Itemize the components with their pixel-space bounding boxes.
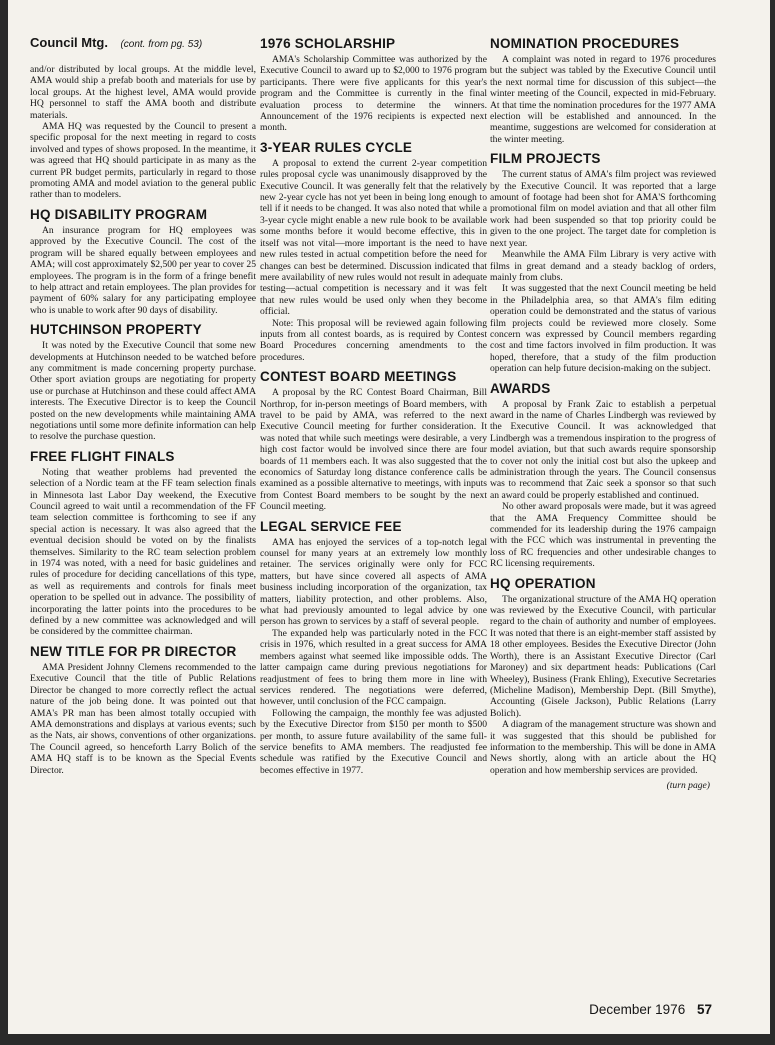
column-2 — [260, 30, 487, 776]
continuation-note: (cont. from pg. 53) — [120, 39, 203, 50]
paragraph: Noting that weather problems had prevented the selection of a Nordic team at the FF team selection finals in Minnesota last Labor Day weekend, the Executive Council agreed to wait until a recommendation of the FF team selection committee is forthcoming to see if any special action is necessary. It was also agreed that the eventual decision should be voted on by the finalists themselves. Similarity to the RC team selection problem in 1974 was noted, with a need for basic guidelines and rules of procedure for deciding cancellations of this type, as well as requirements and controls for finals meet operation to be spelled out in advance. The possibility of incorporating the latter points into the procedures to be defined by a new committee was acknowledged and will be considered by the committee chairman. — [30, 466, 256, 638]
page-number: 57 — [696, 1002, 712, 1017]
paragraph: AMA President Johnny Clemens recommended to the Executive Council that the title of Public Relations Director be changed to more correctly reflect the actual nature of the job being done. It was pointed out that AMA's PR man has been almost totally occupied with AMA demonstrations and displays at various events; such as the Nats, air shows, conventions of other organizations. The Council agreed, so henceforth Larry Bolich of the AMA HQ staff is to be known as the Special Events Director. — [30, 661, 256, 776]
heading-scholarship: 1976 SCHOLARSHIP — [260, 36, 396, 51]
page-footer — [589, 1002, 712, 1017]
heading-nomination: NOMINATION PROCEDURES — [490, 36, 680, 51]
column-1 — [30, 30, 256, 776]
heading-rules-cycle: 3-YEAR RULES CYCLE — [260, 139, 413, 155]
paragraph: Meanwhile the AMA Film Library is very active with films in great demand and a steady backlog of orders, mainly from clubs. — [490, 249, 716, 283]
heading-hq-disability: HQ DISABILITY PROGRAM — [30, 206, 208, 222]
paragraph: and/or distributed by local groups. At the middle level, AMA would ship a prefab booth and materials for use by local groups. At the highest level, AMA would provide HQ personnel to staff the AMA booth and distribute materials. — [30, 64, 256, 121]
paragraph: The expanded help was particularly noted in the FCC crisis in 1976, which resulted in a great success for AMA members against what seemed like impossible odds. The latter campaign came during previous negotiations for readjustment of fees to bring them more in line with services rendered. The negotiations were deferred, however, until conclusion of the FCC campaign. — [260, 627, 487, 708]
issue-date: December 1976 — [589, 1002, 686, 1017]
paragraph: A proposal by Frank Zaic to establish a perpetual award in the name of Charles Lindbergh was reviewed by the Executive Council. It was acknowledged that Lindbergh was a tremendous inspiration to the progress of model aviation, but that such awards require sponsorship to cover not only the initial cost but also the upkeep and administration through the years. The Council consensus was to recommend that Zaic seek a sponsor so that such an award could be properly established and continued. — [490, 398, 716, 501]
paragraph: AMA HQ was requested by the Council to present a specific proposal for the next meeting in regard to costs involved and types of shows proposed. In the meantime, it was agreed that HQ should participate in as many as the current PR budget permits, particularly in regard to those promoting AMA and model aviation to the general public rather than to modelers. — [30, 121, 256, 201]
heading-contest-board: CONTEST BOARD MEETINGS — [260, 369, 457, 385]
paragraph: An insurance program for HQ employees was approved by the Executive Council. The cost of the program will be shared equally between employees and AMA; will cost approximately $2,500 per year to cover 25 employees. The program is in the form of a fringe benefit to help attract and retain employees. The plan provides for payment of 60% salary for any participating employee who is unable to work after 90 days of disability. — [30, 224, 256, 316]
heading-awards: AWARDS — [490, 380, 551, 396]
heading-legal: LEGAL SERVICE FEE — [260, 518, 402, 534]
paragraph: A complaint was noted in regard to 1976 procedures but the subject was tabled by the Executive Council until the next normal time for discussion of this subject—the winter meeting of the Council, expected in mid-February. At that time the nomination procedures for the 1977 AMA election will be established and announced. In the meantime, suggestions are welcomed for consideration at the winter meeting. — [490, 54, 716, 145]
column-3 — [490, 30, 716, 791]
paragraph: It was noted by the Executive Council that some new developments at Hutchinson needed to be watched before any commitment is made concerning property purchase. Other sport aviation groups are negotiating for property use or purchase at Hutchinson and these could affect AMA interests. The Executive Director is to keep the Council posted on the new developments while maintaining AMA negotiations until some more definite information can help to resolve the purchase question. — [30, 340, 257, 443]
paragraph: Note: This proposal will be reviewed again following inputs from all contest boards, as is required by Contest Board Procedures concerning amendments to the procedures. — [260, 317, 487, 363]
section-title: Council Mtg. — [30, 35, 108, 50]
paragraph: The current status of AMA's film project was reviewed by the Executive Council. It was reported that a large amount of footage had been shot for AMA'S forthcoming promotional film on model aviation and that all other film work had been suspended so that top priority could be given to the one project. The target date for completion is next year. — [490, 169, 716, 249]
paragraph: A diagram of the management structure was shown and it was suggested that this should be published for information to the membership. This will be done in AMA News shortly, along with an article about the HQ operation and how membership services are provided. — [490, 719, 716, 776]
heading-film: FILM PROJECTS — [490, 151, 601, 167]
heading-new-title: NEW TITLE FOR PR DIRECTOR — [30, 643, 237, 659]
heading-free-flight: FREE FLIGHT FINALS — [30, 448, 175, 464]
continued-text — [30, 64, 256, 201]
paragraph: It was suggested that the next Council meeting be held in the Philadelphia area, so that AMA's film editing operation could be demonstrated and the status of various film projects could be reviewed more closely. Some concern was expressed by Council members regarding cost and time factors involved in film production. It was hoped, therefore, that a study of the film production operation can help future decision-making on the subject. — [490, 283, 716, 375]
paragraph: A proposal by the RC Contest Board Chairman, Bill Northrop, for in-person meetings of Board members, with travel to be paid by AMA, was referred to the next Executive Council meeting for further consideration. It was noted that while such meetings were desirable, a very high cost factor would be involved since there are four boards of 11 members each. It was also suggested that the economics of Saturday long distance conference calls be examined as a possible alternative to meetings, with inputs from Contest Board members to be sought by the next Council meeting. — [260, 387, 487, 513]
paragraph: A proposal to extend the current 2-year competition rules proposal cycle was unanimously disapproved by the Executive Council. It was generally felt that the relatively new 2-year cycle has not yet been in being long enough to tell if it needs to be changed. It was also noted that while a 3-year cycle might enable a new rule book to be available some months before it would become effective, this in itself was not vital—more important is the need to have new rules tested in actual competition before the need for changes can best be determined. Discussion indicated that mere availability of new rules would not result in adequate testing—actual competition is necessary and it was felt that new rules would be used only when they become official. — [260, 157, 487, 318]
heading-hq-operation: HQ OPERATION — [490, 575, 596, 591]
paragraph: Following the campaign, the monthly fee was adjusted by the Executive Director from $150 per month to $500 per month, to assure future availability of the same full-service benefits to AMA members. The readjusted fee schedule was ratified by the Executive Council and becomes effective in 1977. — [260, 707, 487, 776]
turn-page-note: (turn page) — [666, 780, 710, 792]
magazine-page — [8, 0, 770, 1034]
paragraph: AMA has enjoyed the services of a top-notch legal counsel for many years at an extremely low monthly retainer. The services originally were only for FCC matters, but have since covered all aspects of AMA business including incorporation of the organization, tax matters, liability protection, and other problems. Also, what had previously amounted to legal advice by one person has grown to services by a staff of several people. — [260, 536, 487, 628]
paragraph: No other award proposals were made, but it was agreed that the AMA Frequency Committee should be commended for its leadership during the 1976 campaign with the FCC which was instrumental in preventing the loss of RC frequencies and other undesirable changes to RC licensing requirements. — [490, 501, 716, 570]
paragraph: The organizational structure of the AMA HQ operation was reviewed by the Executive Council, with particular regard to the chain of authority and number of employees. It was noted that there is an eight-member staff assisted by 18 other employees. Besides the Executive Director (John Worth), there is an Assistant Executive Director (Carl Maroney) and six department heads: Publications (Carl Wheeley), Business (Frank Ehling), Executive Secretaries (Micheline Madison), Membership Dept. (Bill Smythe), Accounting (Gisele Jackson), Public Relations (Larry Bolich). — [490, 593, 716, 719]
paragraph: AMA's Scholarship Committee was authorized by the Executive Council to award up to $2,000 to 1976 program participants. There were five applicants for this year's program and the Committee is currently in the final evaluation process to determine the winners. Announcement of the 1976 recipients is expected next month. — [260, 54, 487, 134]
heading-hutchinson: HUTCHINSON PROPERTY — [30, 322, 202, 338]
